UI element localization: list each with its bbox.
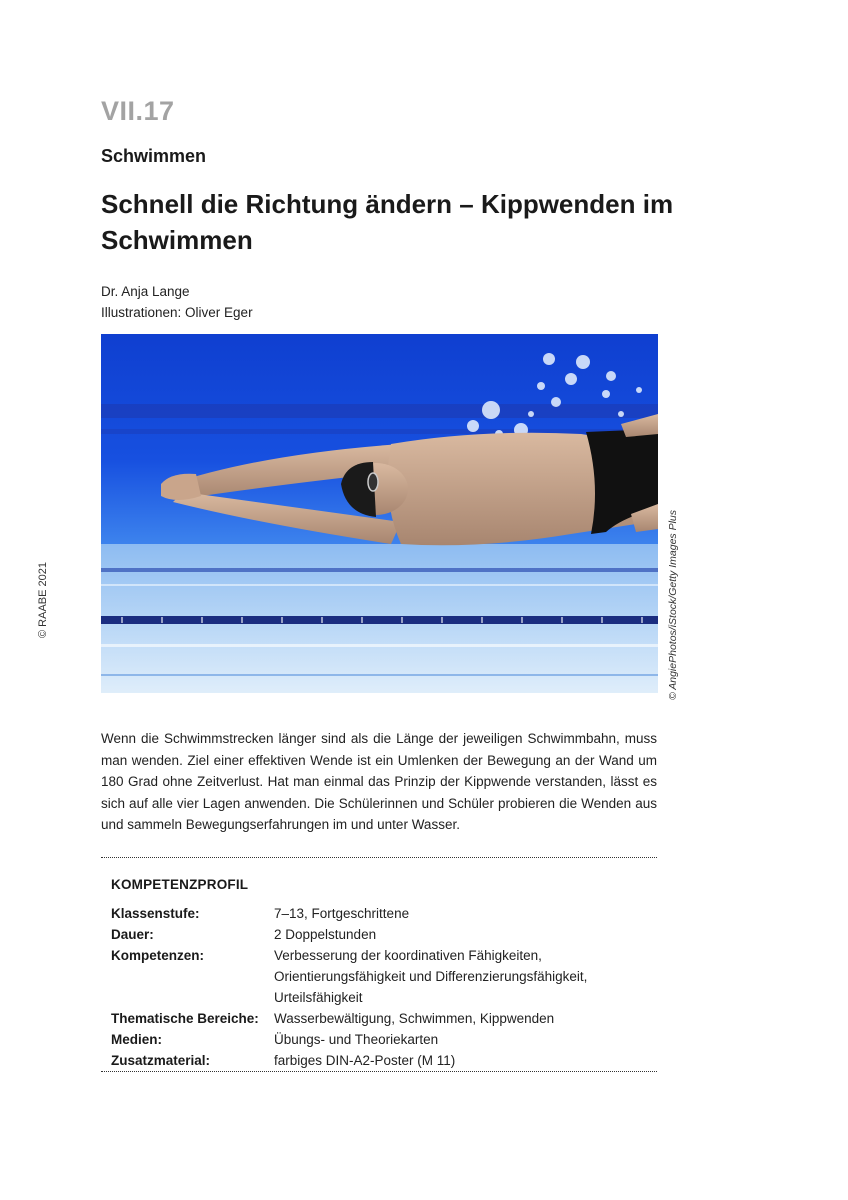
profile-value: Übungs- und Theoriekarten [274,1032,439,1047]
copyright-text: © RAABE 2021 [37,562,49,638]
intro-paragraph: Wenn die Schwimmstrecken länger sind als die Länge der jeweiligen Schwimmbahn, muss man wenden. Ziel einer effektiven Wende ist ein Umlenken der Bewegung an der Wand um 180 Grad ohne Zeitverlust. Hat man einmal das Prinzip der Kippwende verstanden, lässt es sich auf alle vier Lagen anwenden. Die Schülerinnen und Schüler probieren die Wenden aus und sammeln Bewegungserfahrungen im und unter Wasser. [101,731,657,832]
divider-top [101,857,657,858]
profile-value: Verbesserung der koordinativen Fähigkeiten, Orientierungsfähigkeit und Differenzierungsfähigkeit, Urteilsfähigkeit [274,948,588,1005]
profile-row [111,1050,657,1071]
competence-profile [111,877,657,1071]
divider-bottom [101,1071,657,1072]
swimmer-photo [101,334,658,693]
author-name: Dr. Anja Lange [101,284,190,299]
profile-label: Kompetenzen: [111,948,205,963]
photo-credit-text: © AngiePhotos/iStock/Getty Images Plus [667,509,679,701]
profile-value: 2 Doppelstunden [274,927,377,942]
profile-value: Wasserbewältigung, Schwimmen, Kippwenden [274,1011,555,1026]
profile-label: Zusatzmaterial: [111,1053,211,1068]
subject-heading: Schwimmen [101,146,207,166]
swimmer-illustration [101,334,658,693]
profile-value: 7–13, Fortgeschrittene [274,906,410,921]
photo-credit [665,509,681,701]
profile-row [111,1008,657,1029]
page-title: Schnell die Richtung ändern – Kippwenden im Schwimmen [101,189,674,255]
profile-row [111,945,657,1008]
profile-value: farbiges DIN-A2-Poster (M 11) [274,1053,456,1068]
profile-row [111,903,657,924]
copyright-notice [36,560,50,640]
profile-label: Klassenstufe: [111,906,200,921]
profile-row [111,924,657,945]
profile-label: Thematische Bereiche: [111,1011,259,1026]
profile-label: Medien: [111,1032,163,1047]
competence-profile-heading: KOMPETENZPROFIL [111,877,249,892]
profile-row [111,1029,657,1050]
chapter-number: VII.17 [101,96,175,126]
illustrator-credit: Illustrationen: Oliver Eger [101,305,253,320]
profile-label: Dauer: [111,927,154,942]
author-block [101,281,253,323]
